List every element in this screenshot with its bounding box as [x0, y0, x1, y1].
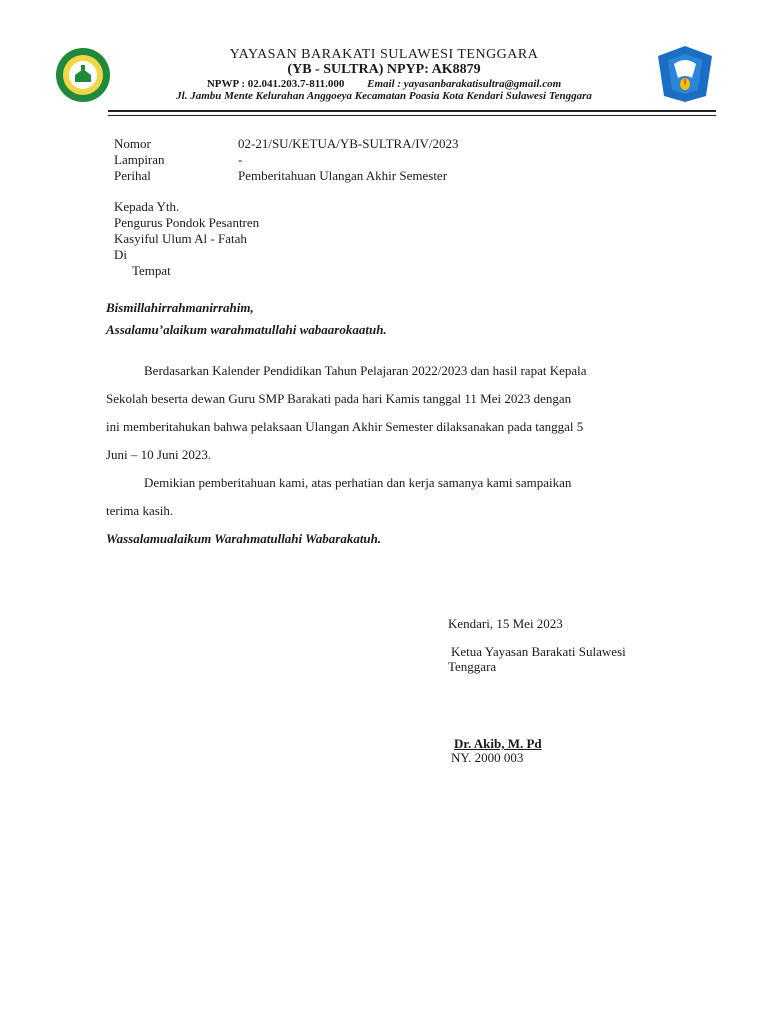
npwp-email-line	[0, 78, 768, 90]
body-p1-line-4: Juni – 10 Juni 2023.	[106, 447, 212, 462]
recipient-line-1: Kepada Yth.	[114, 199, 180, 214]
body-p1-line-3: ini memberitahukan bahwa pelaksaan Ulangan Akhir Semester dilaksanakan pada tanggal 5	[106, 419, 584, 434]
body-p2-line-2: terima kasih.	[106, 503, 174, 518]
lampiran-label: Lampiran	[114, 152, 165, 167]
perihal-label: Perihal	[114, 168, 151, 183]
recipient-line-5: Tempat	[132, 263, 171, 278]
signatory-ny: NY. 2000 003	[451, 750, 524, 765]
recipient-line-3: Kasyiful Ulum Al - Fatah	[114, 231, 247, 246]
org-address: Jl. Jambu Mente Kelurahan Anggoeya Kecamatan Poasia Kota Kendari Sulawesi Tenggara	[176, 90, 592, 102]
recipient-line-4: Di	[114, 247, 127, 262]
closing-salam: Wassalamualaikum Warahmatullahi Wabarakatuh.	[106, 531, 382, 546]
signatory-name: Dr. Akib, M. Pd	[454, 736, 542, 751]
recipient-line-2: Pengurus Pondok Pesantren	[114, 215, 260, 230]
perihal-value: Pemberitahuan Ulangan Akhir Semester	[238, 168, 448, 183]
signature-title-line-1: Ketua Yayasan Barakati Sulawesi	[451, 644, 626, 659]
org-subtitle: (YB - SULTRA) NPYP: AK8879	[287, 62, 481, 77]
email: Email : yayasanbarakatisultra@gmail.com	[367, 78, 562, 90]
npwp: NPWP : 02.041.203.7-811.000	[206, 78, 345, 90]
place-date: Kendari, 15 Mei 2023	[448, 616, 563, 631]
signature-title-line-2: Tenggara	[448, 659, 497, 674]
body-p2-line-1: Demikian pemberitahuan kami, atas perhatian dan kerja samanya kami sampaikan	[144, 475, 572, 490]
body-p1-line-2: Sekolah beserta dewan Guru SMP Barakati pada hari Kamis tanggal 11 Mei 2023 dengan	[106, 391, 572, 406]
nomor-label: Nomor	[114, 136, 151, 151]
nomor-value: 02-21/SU/KETUA/YB-SULTRA/IV/2023	[238, 136, 459, 151]
org-name: YAYASAN BARAKATI SULAWESI TENGGARA	[229, 47, 539, 62]
salam: Assalamu’alaikum warahmatullahi wabaarokaatuh.	[106, 322, 387, 337]
bismillah: Bismillahirrahmanirrahim,	[106, 300, 254, 315]
lampiran-value: -	[238, 152, 243, 167]
letterhead-divider	[108, 110, 716, 116]
body-p1-line-1: Berdasarkan Kalender Pendidikan Tahun Pelajaran 2022/2023 dan hasil rapat Kepala	[144, 363, 587, 378]
